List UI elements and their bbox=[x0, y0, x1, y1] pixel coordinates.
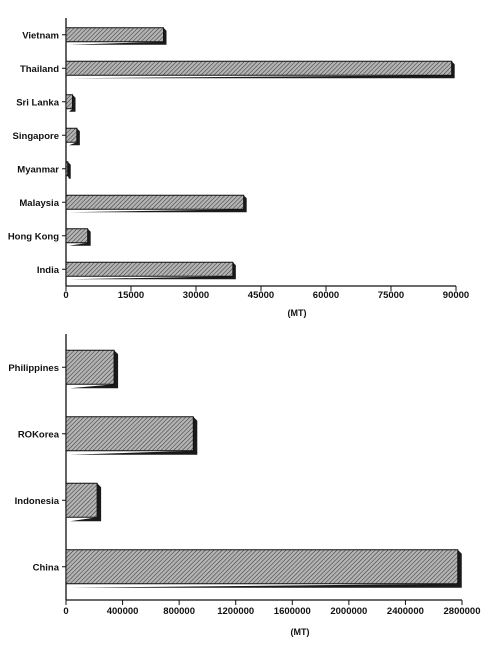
x-tick-label: 1600000 bbox=[273, 606, 311, 617]
x-tick-label: 0 bbox=[63, 290, 69, 301]
x-axis-label: (MT) bbox=[287, 308, 307, 318]
x-tick-label: 75000 bbox=[377, 290, 405, 301]
category-label: Vietnam bbox=[22, 30, 59, 42]
x-tick-label: 30000 bbox=[182, 290, 210, 301]
category-label: Indonesia bbox=[14, 495, 59, 507]
bar-thailand bbox=[66, 61, 452, 75]
category-label: India bbox=[36, 264, 59, 276]
category-label: Malaysia bbox=[19, 197, 59, 209]
x-tick-label: 400000 bbox=[106, 606, 139, 617]
category-label: Myanmar bbox=[17, 164, 59, 176]
x-tick-label: 90000 bbox=[442, 290, 470, 301]
bar-hong-kong bbox=[66, 229, 88, 243]
bar-myanmar bbox=[66, 162, 68, 176]
bar-singapore bbox=[66, 128, 77, 142]
x-tick-label: 1200000 bbox=[217, 606, 255, 617]
x-tick-label: 2400000 bbox=[386, 606, 424, 617]
bar-rokorea bbox=[66, 417, 193, 451]
bar-sri-lanka bbox=[66, 95, 73, 109]
x-tick-label: 800000 bbox=[163, 606, 195, 617]
bar-malaysia bbox=[66, 195, 244, 209]
x-tick-label: 15000 bbox=[117, 290, 145, 301]
bar-indonesia bbox=[66, 483, 97, 517]
bar-vietnam bbox=[66, 28, 164, 42]
x-tick-label: 45000 bbox=[247, 290, 275, 301]
chart-bottom bbox=[8, 334, 480, 637]
chart-top bbox=[8, 18, 469, 318]
category-label: Philippines bbox=[8, 362, 59, 374]
category-label: China bbox=[32, 562, 59, 574]
category-label: ROKorea bbox=[17, 429, 59, 441]
x-axis-label: (MT) bbox=[290, 627, 310, 637]
category-label: Singapore bbox=[12, 130, 59, 142]
category-label: Sri Lanka bbox=[16, 97, 59, 109]
category-label: Hong Kong bbox=[7, 231, 59, 243]
bar-philippines bbox=[66, 350, 114, 384]
x-tick-label: 2800000 bbox=[443, 606, 481, 617]
x-tick-label: 0 bbox=[63, 606, 69, 617]
x-tick-label: 2000000 bbox=[330, 606, 368, 617]
bar-china bbox=[66, 550, 458, 584]
bar-india bbox=[66, 262, 233, 276]
x-tick-label: 60000 bbox=[312, 290, 340, 301]
category-label: Thailand bbox=[19, 63, 59, 75]
